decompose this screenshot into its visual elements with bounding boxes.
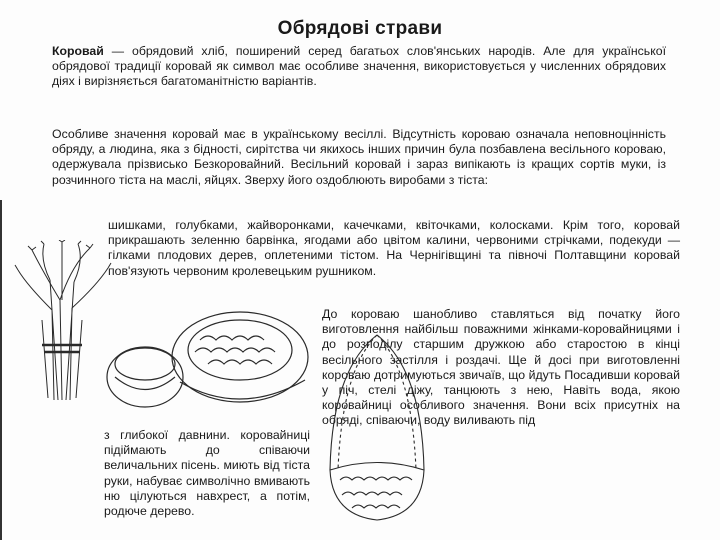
paragraph-korovai-definition [52,44,666,90]
paragraph-left-column: з глибокої давнини. коровайниці підіймають до співаючи величальних пісень. миють від тіста руки, набуває символічно вмивають ню цілуються навхрест, а потім, родюче дерево. [104,428,310,519]
term-korovai: Коровай [52,44,104,58]
page-edge-line [0,200,2,540]
korovai-loaves-illustration [100,282,320,432]
paragraph-wedding-significance: Особливе значення коровай має в українському весіллі. Відсутність короваю означала неповноцінність обряду, а людина, яка з бідності, сирітства чи якихось інших причин була позбавлена весільного короваю, одержувала прізвисько Безкоровайний. Весільний коровай і зараз випікають із кращих сортів муки, із розчинного тіста на маслі, яйцях. Зверху його оздоблюють виробами з тіста: [52,127,666,187]
paragraph-right-column: До короваю шанобливо ставляться від початку його виготовлення найбільш поважними жінками-коровайницями і до розподілу старшим дружкою або старостою в кінці весільного застілля і роздачі. Ще й досі при виготовленні короваю дотримуються звичаїв, що йдуть Посадивши коровай у піч, стелі діжу, танцюють з нею, Навіть вода, якою коровайниці особливого значення. Вони всіх присутніх на обряді, співаючи, воду виливають під [322,307,680,428]
paragraph-decorations: шишками, голубками, жайворонками, качечками, квіточками, колосками. Крім того, коровай прикрашають зеленню барвінка, ягодами або цвітом калини, червоними стрічками, подекуди — гілками плодових дерев, оплетеними тістом. На Чернігівщині та півночі Полтавщини коровай пов'язують червоним кролевецьким рушником. [108,218,680,278]
page-title: Обрядові страви [277,18,443,39]
paragraph-korovai-definition-text: — обрядовий хліб, поширений серед багатьох слов'янських народів. Але для української обрядової традиції коровай як символ має особливе значення, використовується у численних обрядових діях і вирізняється багатоманітністю варіантів. [52,44,666,89]
hanging-basket-illustration [312,330,442,530]
sheaf-illustration [12,240,112,410]
